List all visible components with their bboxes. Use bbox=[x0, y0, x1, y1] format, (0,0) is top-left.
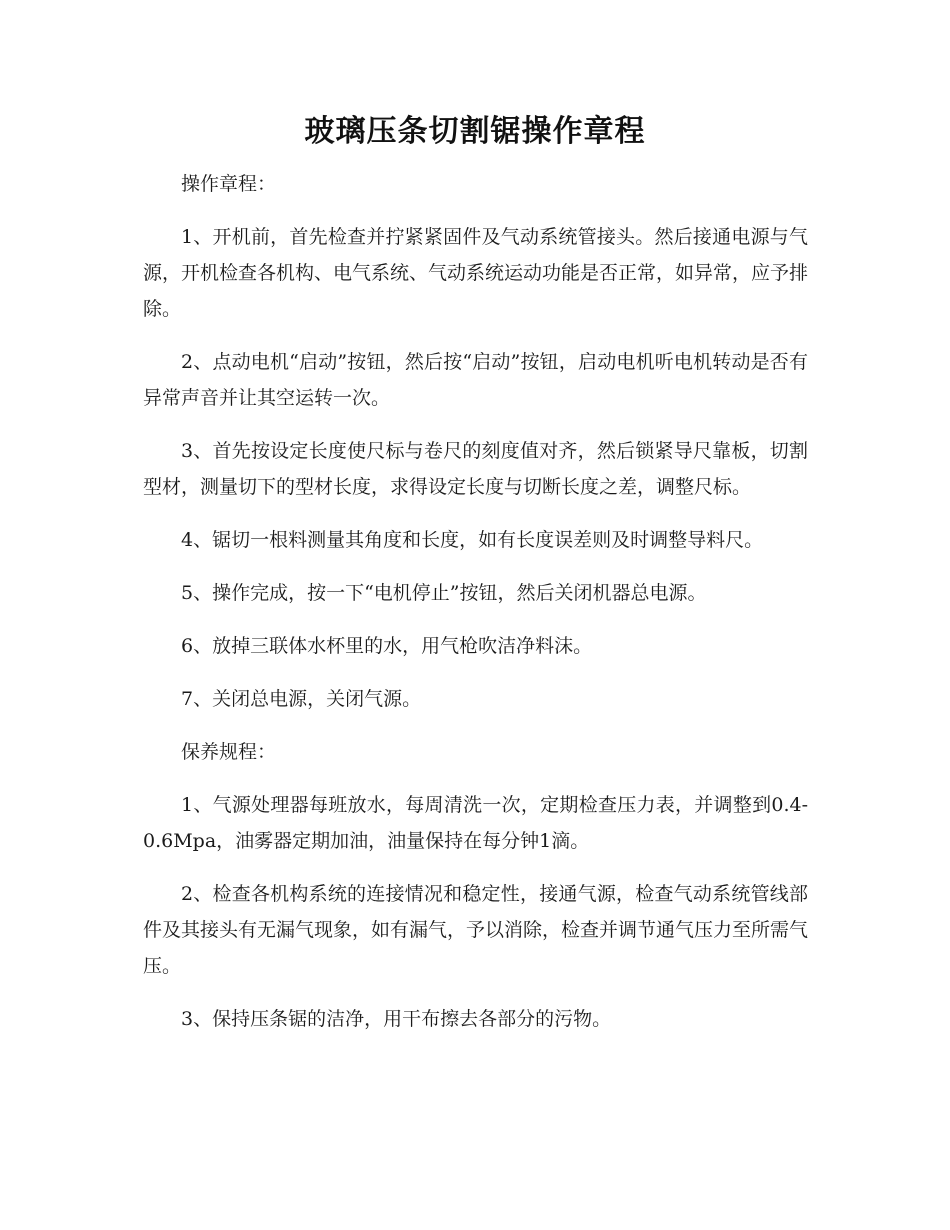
operation-step: 6、放掉三联体水杯里的水，用气枪吹洁净料沫。 bbox=[181, 635, 593, 657]
operation-heading: 操作章程： bbox=[181, 173, 277, 195]
maintenance-step: 1、气源处理器每班放水，每周清洗一次，定期检查压力表，并调整到0.4-0.6Mpa，油雾器定期加油，油量保持在每分钟1滴。 bbox=[143, 794, 808, 852]
maintenance-step: 2、检查各机构系统的连接情况和稳定性，接通气源，检查气动系统管线部件及其接头有无漏气现象，如有漏气，予以消除，检查并调节通气压力至所需气压。 bbox=[143, 883, 809, 977]
operation-step: 3、首先按设定长度使尺标与卷尺的刻度值对齐，然后锁紧导尺靠板，切割型材，测量切下的型材长度，求得设定长度与切断长度之差，调整尺标。 bbox=[143, 440, 808, 498]
operation-step: 4、锯切一根料测量其角度和长度，如有长度误差则及时调整导料尺。 bbox=[181, 529, 764, 551]
maintenance-step: 3、保持压条锯的洁净，用干布擦去各部分的污物。 bbox=[181, 1008, 612, 1030]
maintenance-heading: 保养规程： bbox=[181, 741, 277, 763]
document-body bbox=[143, 166, 808, 1054]
operation-step: 7、关闭总电源，关闭气源。 bbox=[181, 688, 422, 710]
document-title: 玻璃压条切割锯操作章程 bbox=[304, 114, 646, 149]
operation-step: 2、点动电机“启动”按钮，然后按“启动”按钮，启动电机听电机转动是否有异常声音并让其空运转一次。 bbox=[143, 351, 808, 409]
operation-step: 5、操作完成，按一下“电机停止”按钮，然后关闭机器总电源。 bbox=[181, 582, 707, 604]
operation-step: 1、开机前，首先检查并拧紧紧固件及气动系统管接头。然后接通电源与气源，开机检查各机构、电气系统、气动系统运动功能是否正常，如异常，应予排除。 bbox=[143, 226, 809, 320]
